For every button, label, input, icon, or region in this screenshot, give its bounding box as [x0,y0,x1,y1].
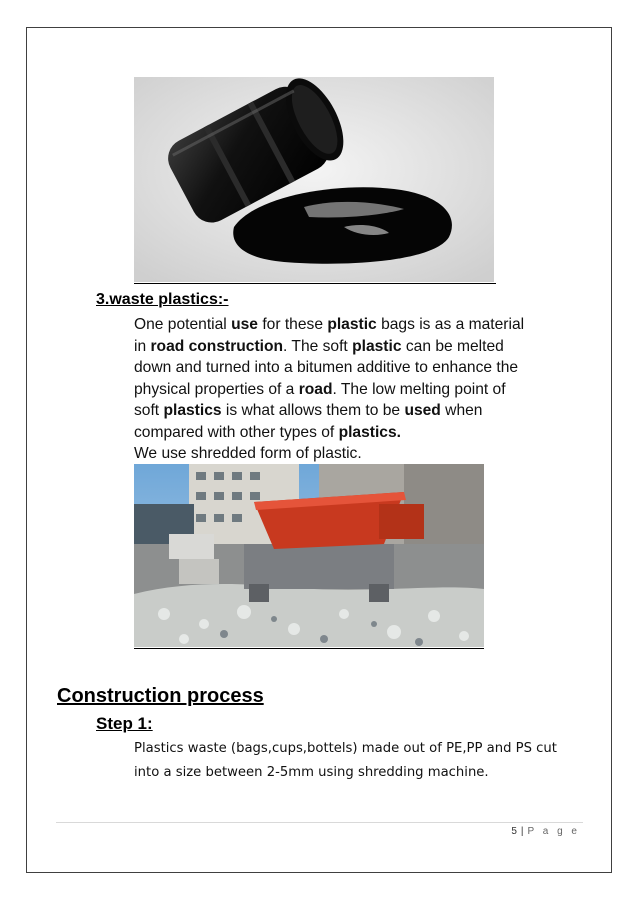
paragraph-line [134,422,584,444]
paragraph-line [134,400,584,422]
bold-run: road construction [150,337,284,355]
page-label: P a g e [527,826,580,837]
step-1-line: into a size between 2-5mm using shredding machine. [134,765,489,780]
paragraph-line [134,336,584,358]
paragraph-line [134,357,584,379]
page-number: 5 [511,826,517,837]
footer-divider [56,822,583,823]
bold-run: use [231,316,258,333]
text-run: for these [257,316,328,333]
footer-separator: | [520,826,524,837]
text-run: One potential [134,316,232,333]
step-1-text [134,737,594,785]
text-run: can be melted [401,337,504,355]
bold-run: plastic [327,316,377,333]
text-run: . The low melting point of [332,380,506,398]
text-run: . The soft [283,337,353,355]
text-run: when [440,402,483,419]
waste-plastics-paragraph [134,314,584,465]
bold-run: used [404,402,441,419]
text-run: We use shredded form of plastic. [134,445,362,462]
step-1-line: Plastics waste (bags,cups,bottels) made out of PE,PP and PS cut [134,741,557,756]
paragraph-line [134,314,584,336]
text-run: in [134,337,151,355]
text-run: is what allows them to be [221,402,405,419]
image-caption-rule-2 [134,648,484,649]
page-footer [511,826,580,837]
bold-run: plastic [352,337,402,355]
bold-run: road [298,380,333,398]
text-run: soft [134,402,164,419]
text-run: down and turned into a bitumen additive to enhance the [134,359,519,376]
section-heading-waste-plastics: 3.waste plastics:- [96,291,229,308]
image-caption-rule [134,283,496,284]
text-run: physical properties of a [134,380,299,398]
shredding-machine-photo [134,464,484,647]
bitumen-barrel-photo [134,77,494,282]
step-1-heading: Step 1: [96,714,153,733]
construction-process-title: Construction process [57,685,264,707]
bold-run: plastics [163,402,222,419]
text-run: bags is as a material [376,316,525,333]
bold-run: plastics. [338,423,401,441]
paragraph-line [134,379,584,401]
paragraph-line [134,443,584,465]
text-run: compared with other types of [134,423,339,441]
